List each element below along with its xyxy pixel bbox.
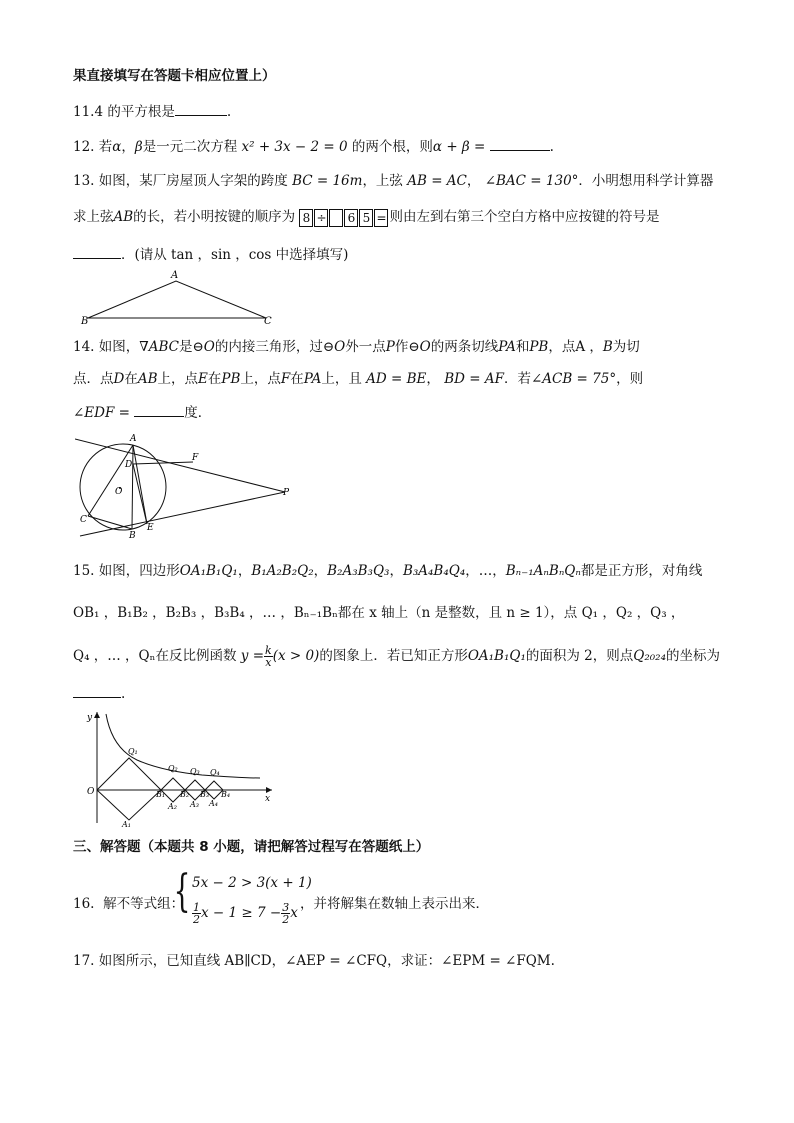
svg-text:B₁: B₁ <box>156 790 166 799</box>
roof-truss-figure <box>78 268 278 326</box>
question-11: 11.4 的平方根是 . <box>73 101 231 121</box>
question-14-line3: ∠EDF = 度． <box>73 402 211 422</box>
answer-blank-14[interactable] <box>134 402 184 417</box>
svg-text:O: O <box>115 487 123 497</box>
question-14-line2: 点．点D在AB上，点E在PB上，点F在PA上，且 AD = BE， BD = AF．若∠ACB = 75°，则 <box>73 371 644 387</box>
answer-blank-15[interactable] <box>73 683 121 698</box>
question-16-intro: 16. 解不等式组： <box>73 896 185 912</box>
hyperbola-curve <box>106 714 260 778</box>
tangent-pa <box>75 439 285 492</box>
question-13-line2: 求上弦AB的长，若小明按键的顺序为 8 ÷ 6 5 = 则由左到右第三个空白方格中应按键的符号是 <box>73 209 660 225</box>
svg-text:A₂: A₂ <box>168 802 177 811</box>
svg-text:Q₃: Q₃ <box>190 767 200 776</box>
svg-text:F: F <box>192 453 199 463</box>
label-c: C <box>264 316 272 326</box>
svg-text:Q₂: Q₂ <box>168 764 178 773</box>
question-14-line1: 14. 如图，∇ABC是⊖O的内接三角形，过⊖O外一点P作⊖O的两条切线PA和PB，点A ，B为切 <box>73 339 640 355</box>
truss-triangle <box>88 281 266 318</box>
calculator-key-blank <box>329 209 343 227</box>
chord-ac <box>88 445 133 516</box>
segment-df <box>133 462 193 464</box>
svg-text:E: E <box>147 523 154 533</box>
question-15-line2: OB₁ ，B₁B₂ ，B₂B₃ ，B₃B₄ ，… ，Bₙ₋₁Bₙ都在 x 轴上（n 是整数，且 n ≥ 1），点 Q₁ ，Q₂ ，Q₃ ， <box>73 605 685 621</box>
x-axis-arrow <box>266 787 272 793</box>
svg-text:B₄: B₄ <box>221 790 231 799</box>
system-brace: { <box>173 866 191 917</box>
inequality-2: $\frac{1}{2}$ x − 1 ≥ 7 − $\frac{3}{2}$ x <box>193 901 298 926</box>
chord-ab <box>132 445 133 529</box>
answer-blank-11[interactable] <box>175 101 227 116</box>
svg-text:P: P <box>283 488 290 498</box>
inequality-1: 5x − 2 > 3(x + 1) <box>192 875 312 891</box>
svg-text:Q₁: Q₁ <box>128 747 138 756</box>
calculator-key: 6 <box>344 209 358 227</box>
fraction-k-over-x: $\frac{k}{x}$ <box>265 644 272 669</box>
section-header-continued: 果直接填写在答题卡相应位置上） <box>73 68 276 84</box>
question-13-line3: ．(请从 tan ，sin ，cos 中选择填写) <box>73 244 348 264</box>
calculator-key: ÷ <box>316 210 327 225</box>
calculator-key: 5 <box>359 209 373 227</box>
hyperbola-squares-figure <box>82 708 282 828</box>
question-15-line3: Q₄ ，… ，Qₙ在反比例函数 y = $\frac{k}{x}$ (x > 0)的图象上．若已知正方形OA₁B₁Q₁的面积为 2，则点Q₂₀₂₄的坐标为 <box>73 644 720 669</box>
svg-text:D: D <box>125 460 133 470</box>
svg-text:Q₄: Q₄ <box>210 768 220 777</box>
chord-cb <box>88 516 132 529</box>
svg-text:B₂: B₂ <box>180 790 190 799</box>
calculator-key: 8 <box>299 209 313 227</box>
svg-text:x: x <box>265 794 271 804</box>
svg-text:B: B <box>129 531 136 541</box>
label-a: A <box>171 270 179 281</box>
svg-text:y: y <box>87 713 93 723</box>
svg-text:A: A <box>130 434 137 444</box>
question-12: 12. 若α，β是一元二次方程 x² + 3x − 2 = 0 的两个根，则α + β = . <box>73 136 554 156</box>
svg-text:A₄: A₄ <box>209 799 218 808</box>
calculator-key: = <box>376 210 387 225</box>
question-13-line1: 13. 如图，某厂房屋顶人字架的跨度 BC = 16m，上弦 AB = AC， ∠BAC = 130°．小明想用科学计算器 <box>73 173 714 189</box>
answer-blank-12[interactable] <box>490 136 550 151</box>
label-b: B <box>81 316 89 326</box>
svg-text:A₁: A₁ <box>122 820 131 828</box>
circle-tangent-figure <box>75 432 300 542</box>
svg-text:A₃: A₃ <box>190 800 199 809</box>
answer-blank-13[interactable] <box>73 244 121 259</box>
svg-text:C: C <box>80 515 87 525</box>
question-16-instruction: ，并将解集在数轴上表示出来． <box>300 896 489 912</box>
square-1 <box>97 758 161 820</box>
y-axis-arrow <box>94 712 100 718</box>
question-17: 17. 如图所示，已知直线 AB∥CD，∠AEP = ∠CFQ，求证：∠EPM = ∠FQM. <box>73 953 555 969</box>
tangent-pb <box>80 492 285 536</box>
question-15-line4: . <box>73 683 125 703</box>
question-15-line1: 15. 如图，四边形OA₁B₁Q₁，B₁A₂B₂Q₂，B₂A₃B₃Q₃，B₃A₄B₄Q₄，…，Bₙ₋₁AₙBₙQₙ都是正方形，对角线 <box>73 563 703 579</box>
section-3-heading: 三、解答题（本题共 8 小题，请把解答过程写在答题纸上） <box>73 839 430 855</box>
svg-text:O: O <box>87 787 95 797</box>
svg-text:B₃: B₃ <box>200 790 210 799</box>
